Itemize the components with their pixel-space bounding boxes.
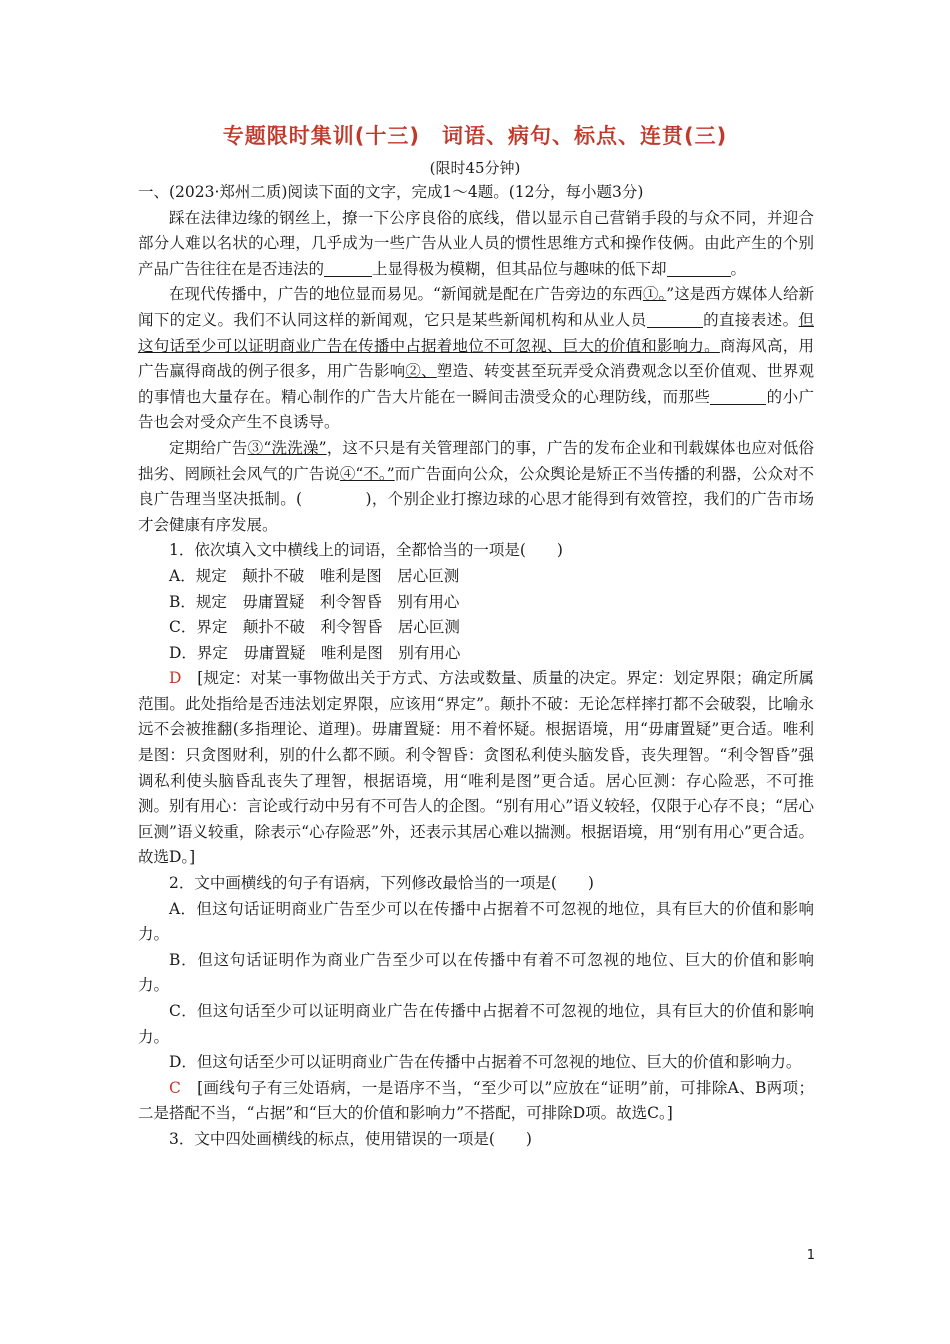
q1-option-c: C．界定 颠扑不破 利令智昏 居心叵测 <box>169 618 460 637</box>
q2-answer: C <box>169 1078 181 1097</box>
q2-option-b: B．但这句话证明作为商业广告至少可以在传播中有着不可忽视的地位、巨大的价值和影响力。 <box>138 950 814 995</box>
question-3-stem: 3．文中四处画横线的标点，使用错误的一项是( ) <box>169 1129 532 1148</box>
q2-explanation: [画线句子有三处语病，一是语序不当，“至少可以”应放在“证明”前，可排除A、B两项；二是搭配不当，“占据”和“巨大的价值和影响力”不搭配，可排除D项。故选C。] <box>138 1078 814 1123</box>
punctuation-mark-1: ①。 <box>642 285 667 304</box>
q1-explanation: [规定：对某一事物做出关于方式、方法或数量、质量的决定。界定：划定界限；确定所属范围。此处指给是否违法划定界限，应该用“界定”。颠扑不破：无论怎样摔打都不会破裂，比喻永远不会被推翻(多指理论、道理)。毋庸置疑：用不着怀疑。根据语境，用“毋庸置疑”更合适。唯利是图：只贪图财利，别的什么都不顾。利令智昏：贪图私利使头脑发昏，丧失理智。“利令智昏”强调私利使头脑昏乱丧失了理智，根据语境，用“唯利是图”更合适。居心叵测：存心险恶，不可推测。别有用心：言论或行动中另有不可告人的企图。“别有用心”语义较轻，仅限于心存不良；“居心叵测”语义较重，除表示“心存险恶”外，还表示其居心难以揣测。根据语境，用“别有用心”更合适。故选D。] <box>138 669 814 867</box>
q2-option-a: A．但这句话证明商业广告至少可以在传播中占据着不可忽视的地位，具有巨大的价值和影响力。 <box>138 899 814 944</box>
punctuation-mark-4: ④“不。” <box>339 464 395 483</box>
q1-answer-block <box>138 666 814 871</box>
q2-option-c: C．但这句话至少可以证明商业广告在传播中占据着不可忽视的地位，具有巨大的价值和影响力。 <box>138 1002 814 1046</box>
page-title: 专题限时集训(十三) 词语、病句、标点、连贯(三) <box>222 124 728 148</box>
fill-blank-2 <box>667 260 731 277</box>
q1-option-b: B．规定 毋庸置疑 利令智昏 别有用心 <box>169 592 460 611</box>
question-1-stem: 1．依次填入文中横线上的词语，全都恰当的一项是( ) <box>169 541 563 560</box>
q1-option-d: D．界定 毋庸置疑 唯利是图 别有用心 <box>169 643 461 662</box>
page-number: 1 <box>806 1248 815 1263</box>
q1-answer: D <box>169 669 182 688</box>
fill-blank-1 <box>324 260 372 277</box>
q2-answer-block <box>138 1076 814 1127</box>
passage-paragraph-3: 定期给广告③“洗洗澡”，这不只是有关管理部门的事，广告的发布企业和刊载媒体也应对低俗拙劣、罔顾社会风气的广告说④“不。”而广告面向公众，公众舆论是矫正不当传播的利器，公众对不良广告理当坚决抵制。( )，个别企业打擦边球的心思才能得到有效管控，我们的广告市场才会健康有序发展。 <box>138 438 814 534</box>
document-body <box>138 180 814 1153</box>
passage-paragraph-1: 踩在法律边缘的钢丝上，撩一下公序良俗的底线，借以显示自己营销手段的与众不同，并迎合部分人难以名状的心理，几乎成为一些广告从业人员的惯性思维方式和操作伎俩。由此产生的个别产品广告往往在是否违法的 上显得极为模糊，但其品位与趣味的低下却 。 <box>138 208 814 278</box>
q1-option-a: A．规定 颠扑不破 唯利是图 居心叵测 <box>169 566 460 585</box>
underlined-sentence: 但这句话至少可以证明商业广告在传播中占据着地位不可忽视、巨大的价值和影响力。 <box>138 310 814 355</box>
fill-blank-3 <box>647 311 703 328</box>
fill-blank-4 <box>710 388 766 405</box>
passage-paragraph-2: 在现代传播中，广告的地位显而易见。“新闻就是配在广告旁边的东西①。”这是西方媒体人给新闻下的定义。我们不认同这样的新闻观，它只是某些新闻机构和从业人员 的直接表述。但这句话至少可以证明商业广告在传播中占据着地位不可忽视、巨大的价值和影响力。商海风高，用广告赢得商战的例子很多，用广告影响②、塑造、转变甚至玩弄受众消费观念以至价值观、世界观的事情也大量存在。精心制作的广告大片能在一瞬间击溃受众的心理防线，而那些 的小广告也会对受众产生不良诱导。 <box>138 285 814 432</box>
punctuation-mark-2: ②、 <box>405 362 437 381</box>
section-intro: 一、(2023·郑州二质)阅读下面的文字，完成1～4题。(12分，每小题3分) <box>138 183 644 201</box>
question-2-stem: 2．文中画横线的句子有语病，下列修改最恰当的一项是( ) <box>169 874 594 893</box>
q2-option-d: D．但这句话至少可以证明商业广告在传播中占据着不可忽视的地位、巨大的价值和影响力。 <box>169 1053 802 1072</box>
punctuation-mark-3: ③“洗洗澡” <box>247 438 327 457</box>
time-limit: (限时45分钟) <box>429 159 521 177</box>
